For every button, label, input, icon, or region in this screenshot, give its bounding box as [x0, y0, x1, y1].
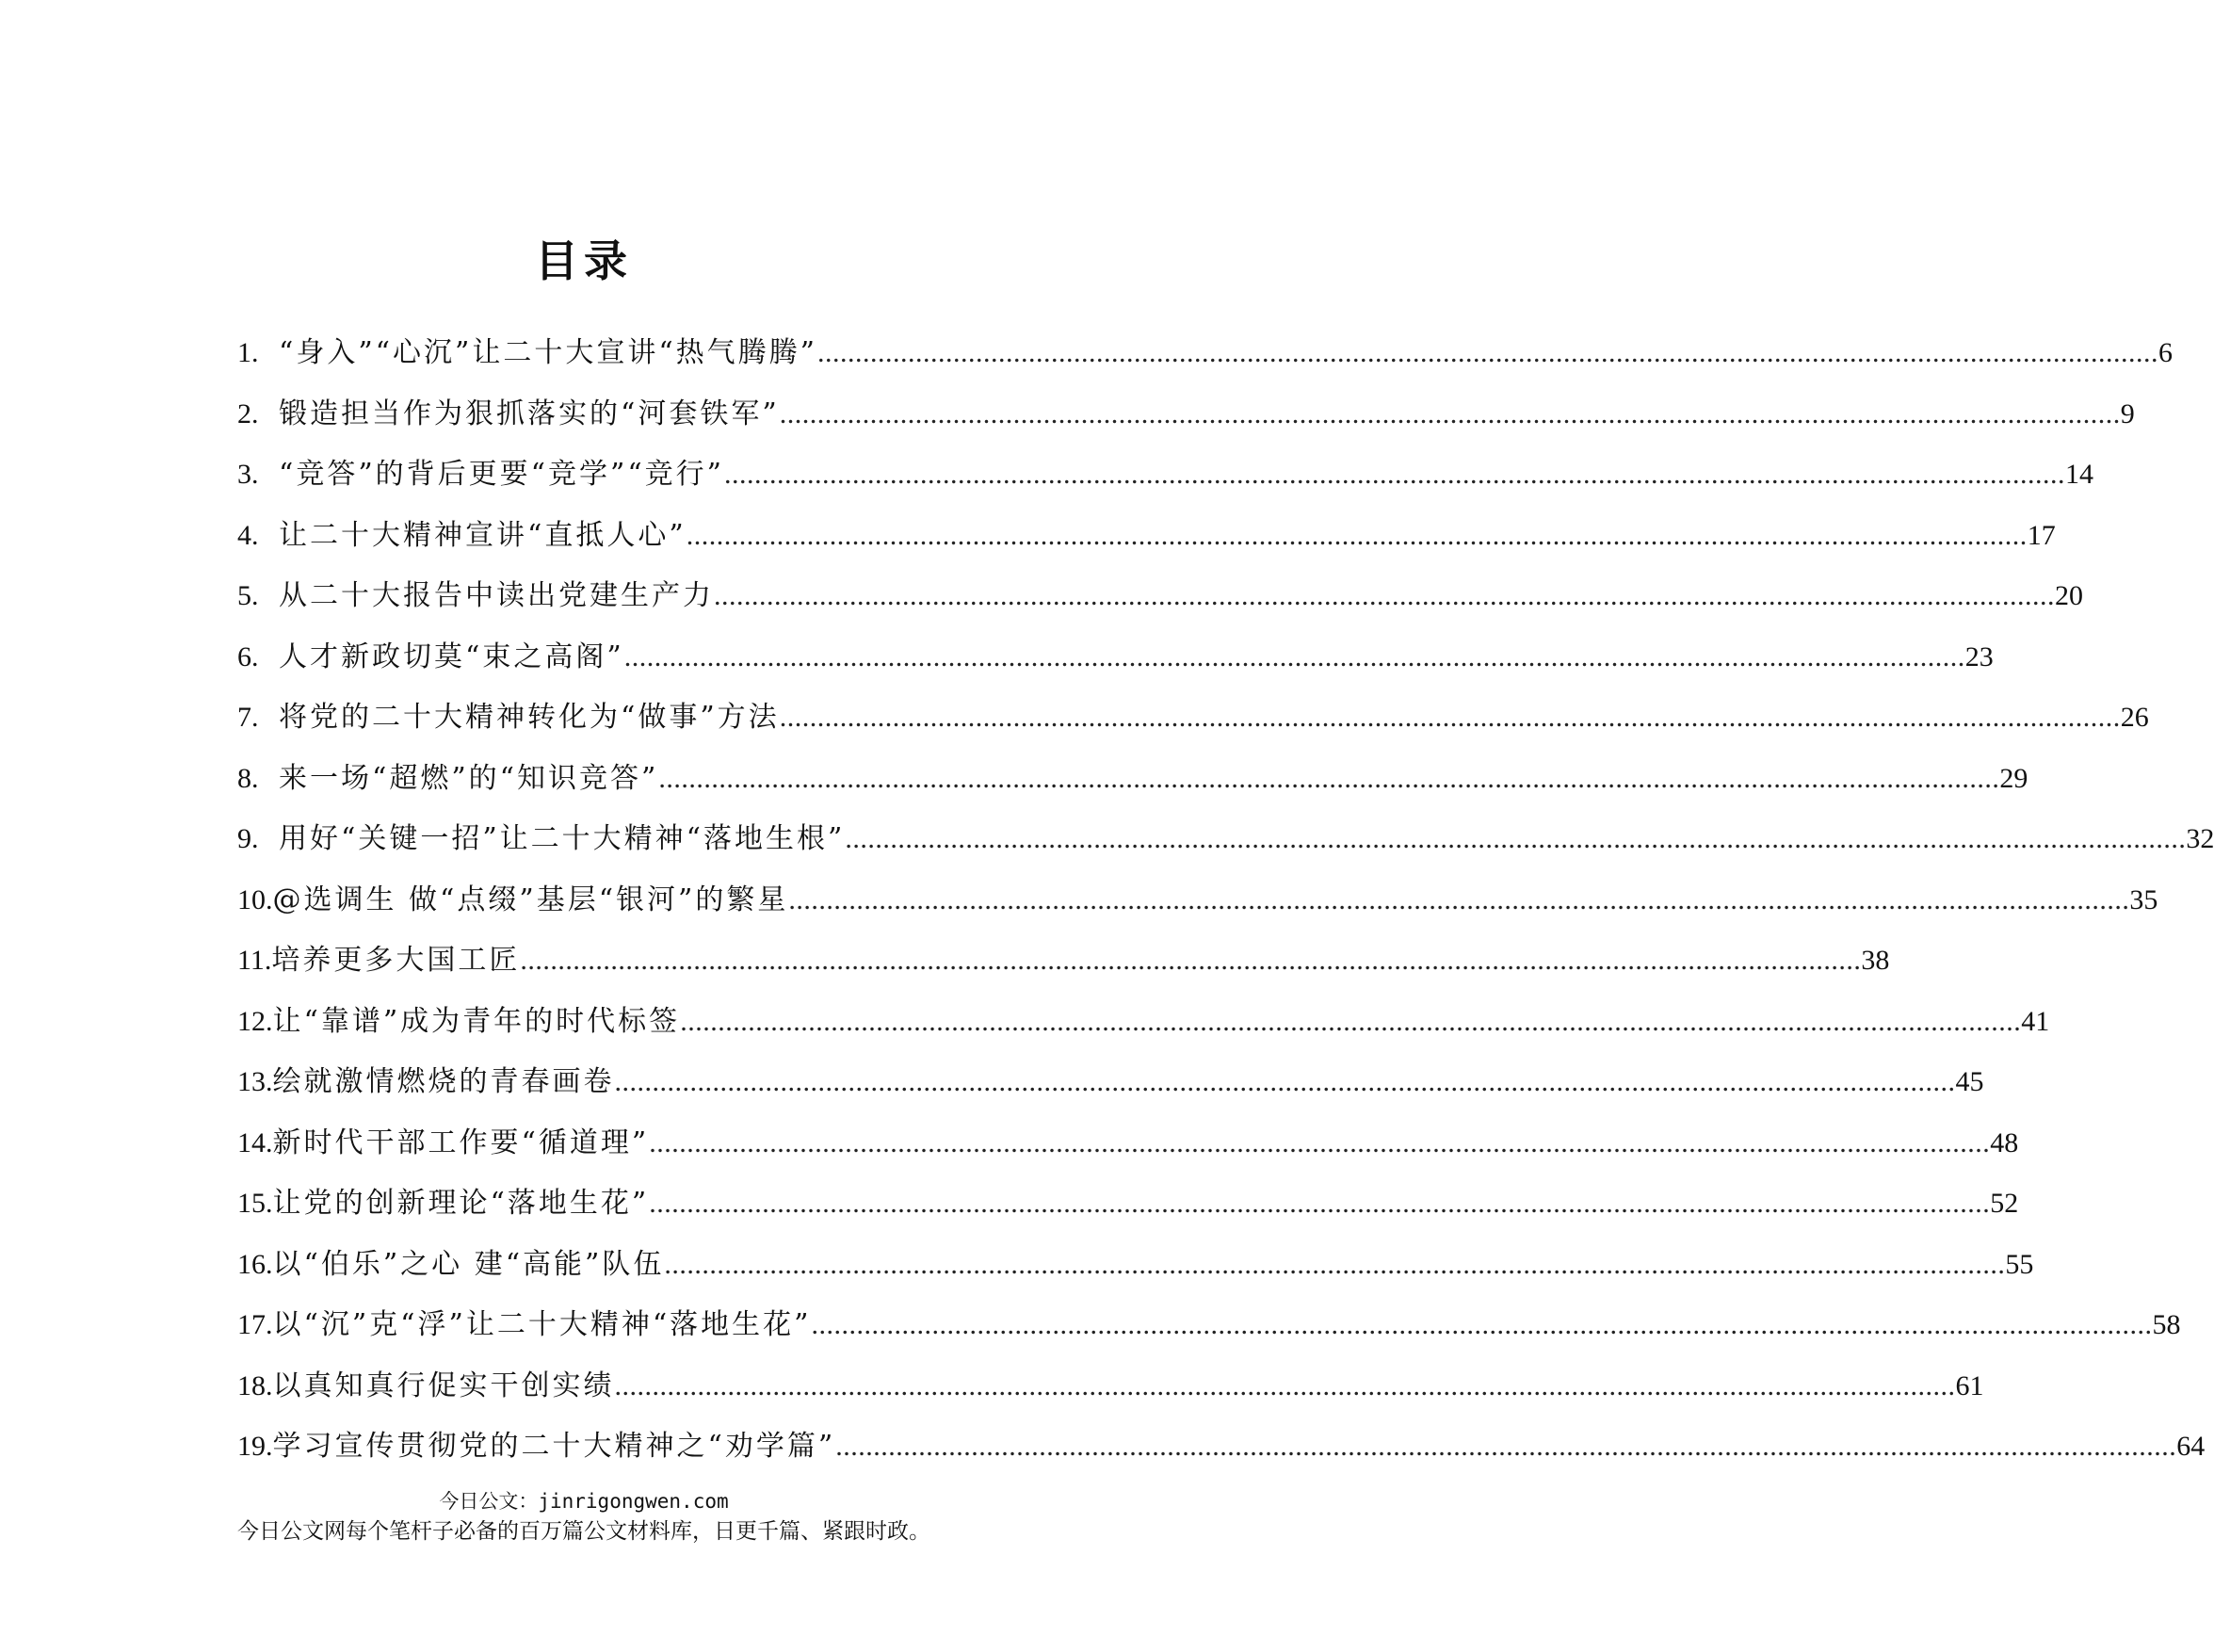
toc-item-title: 来一场“超燃”的“知识竞答”	[279, 761, 659, 795]
footer-site	[0, 1488, 1168, 1514]
toc-item[interactable]	[237, 818, 2214, 879]
toc-dot-leader	[724, 453, 2065, 496]
toc-item-number: 12.	[237, 1005, 273, 1037]
toc-item[interactable]	[237, 1122, 2019, 1183]
toc-item-number: 9.	[237, 823, 259, 854]
toc-item-page: 9	[2120, 397, 2135, 429]
toc-item-page: 6	[2158, 337, 2174, 368]
toc-dot-leader	[680, 1000, 2021, 1044]
toc-item-number: 19.	[237, 1431, 273, 1462]
toc-item-number: 4.	[237, 519, 259, 551]
toc-item-page: 29	[1999, 762, 2028, 794]
toc-item-number: 13.	[237, 1066, 273, 1097]
toc-item-title: 人才新政切莫“束之高阁”	[279, 640, 624, 673]
toc-item-title: “身入”“心沉”让二十大宣讲“热气腾腾”	[279, 336, 818, 369]
toc-dot-leader	[615, 1061, 1956, 1104]
toc-dot-leader	[780, 696, 2121, 739]
toc-item-title: 将党的二十大精神转化为“做事”方法	[279, 701, 780, 734]
toc-list	[237, 332, 2214, 1486]
toc-dot-leader	[649, 1122, 1990, 1165]
toc-item-number: 1.	[237, 337, 259, 368]
toc-item-number: 14.	[237, 1126, 273, 1158]
toc-item-page: 64	[2176, 1431, 2206, 1462]
toc-item-title: “竞答”的背后更要“竞学”“竞行”	[279, 458, 725, 491]
toc-dot-leader	[845, 818, 2186, 861]
toc-item[interactable]	[237, 1061, 1984, 1122]
toc-item-page: 38	[1861, 945, 1890, 976]
toc-item-page: 45	[1955, 1066, 1984, 1097]
toc-item-page: 14	[2065, 459, 2094, 490]
toc-item-title: 以“沉”克“浮”让二十大精神“落地生花”	[272, 1308, 812, 1341]
toc-item-title: 学习宣传贯彻党的二十大精神之“劝学篇”	[272, 1430, 836, 1463]
toc-dot-leader	[835, 1425, 2176, 1468]
toc-item[interactable]	[237, 696, 2149, 757]
toc-item-page: 26	[2120, 702, 2149, 733]
toc-item[interactable]	[237, 332, 2174, 393]
toc-dot-leader	[649, 1182, 1990, 1225]
toc-dot-leader	[664, 1243, 2005, 1287]
toc-item-page: 48	[1990, 1126, 2019, 1158]
toc-item[interactable]	[237, 393, 2135, 454]
toc-item-page: 58	[2152, 1309, 2181, 1340]
toc-item-title: 从二十大报告中读出党建生产力	[279, 579, 714, 612]
toc-item-number: 7.	[237, 702, 259, 733]
footer-slogan: 今日公文网每个笔杆子必备的百万篇公文材料库，日更千篇、紧跟时政。	[237, 1519, 930, 1544]
toc-item[interactable]	[237, 1000, 2050, 1061]
toc-item-title: @选调生 做“点缀”基层“银河”的繁星	[272, 883, 789, 916]
toc-item[interactable]	[237, 514, 2056, 575]
toc-item-number: 5.	[237, 580, 259, 611]
toc-item[interactable]	[237, 1304, 2181, 1365]
toc-item-page: 61	[1955, 1369, 1984, 1401]
toc-item[interactable]	[237, 575, 2083, 636]
toc-dot-leader	[520, 939, 1861, 982]
toc-dot-leader	[714, 575, 2055, 618]
toc-item-title: 锻造担当作为狠抓落实的“河套铁军”	[279, 397, 780, 430]
toc-item-page: 52	[1990, 1188, 2019, 1219]
toc-item-page: 55	[2005, 1248, 2034, 1280]
toc-item-title: 新时代干部工作要“循道理”	[272, 1126, 650, 1159]
toc-item-page: 41	[2021, 1005, 2050, 1037]
toc-item-number: 10.	[237, 883, 273, 915]
toc-item-title: 让党的创新理论“落地生花”	[272, 1187, 650, 1220]
toc-item[interactable]	[237, 1425, 2206, 1486]
toc-dot-leader	[812, 1304, 2153, 1347]
toc-item-page: 17	[2027, 519, 2056, 551]
toc-item-title: 用好“关键一招”让二十大精神“落地生根”	[279, 822, 846, 855]
toc-item-page: 23	[1964, 640, 1994, 672]
toc-item-number: 18.	[237, 1369, 273, 1401]
toc-item-number: 15.	[237, 1188, 273, 1219]
toc-item[interactable]	[237, 1182, 2019, 1243]
toc-item-title: 培养更多大国工匠	[271, 944, 521, 977]
toc-item-title: 让“靠谱”成为青年的时代标签	[272, 1004, 681, 1038]
toc-item-number: 17.	[237, 1309, 273, 1340]
toc-dot-leader	[615, 1365, 1956, 1408]
toc-item-page: 35	[2129, 883, 2158, 915]
toc-item[interactable]	[237, 1365, 1984, 1426]
toc-item-number: 11.	[237, 945, 272, 976]
toc-item-number: 2.	[237, 397, 259, 429]
toc-item-page: 32	[2186, 823, 2214, 854]
toc-item[interactable]	[237, 879, 2158, 940]
toc-item-title: 以“伯乐”之心 建“高能”队伍	[272, 1247, 665, 1281]
footer-site-url[interactable]: jinrigongwen.com	[538, 1490, 729, 1513]
toc-item[interactable]	[237, 636, 1994, 697]
toc-item[interactable]	[237, 939, 1890, 1000]
toc-item-number: 3.	[237, 459, 259, 490]
toc-dot-leader	[780, 393, 2121, 436]
toc-item-page: 20	[2055, 580, 2083, 611]
toc-item-title: 以真知真行促实干创实绩	[272, 1369, 615, 1402]
toc-item-title: 绘就激情燃烧的青春画卷	[272, 1065, 615, 1098]
toc-item[interactable]	[237, 453, 2094, 514]
toc-dot-leader	[788, 879, 2129, 922]
toc-item[interactable]	[237, 757, 2028, 818]
toc-item-number: 6.	[237, 640, 259, 672]
toc-dot-leader	[687, 514, 2028, 558]
page-title: 目录	[535, 235, 633, 286]
toc-dot-leader	[817, 332, 2158, 375]
footer-site-label: 今日公文：	[439, 1490, 539, 1513]
toc-item-number: 8.	[237, 762, 259, 794]
toc-item[interactable]	[237, 1243, 2034, 1304]
toc-item-title: 让二十大精神宣讲“直抵人心”	[279, 518, 687, 552]
toc-dot-leader	[658, 757, 1999, 801]
toc-item-number: 16.	[237, 1248, 273, 1280]
toc-dot-leader	[624, 636, 1965, 679]
